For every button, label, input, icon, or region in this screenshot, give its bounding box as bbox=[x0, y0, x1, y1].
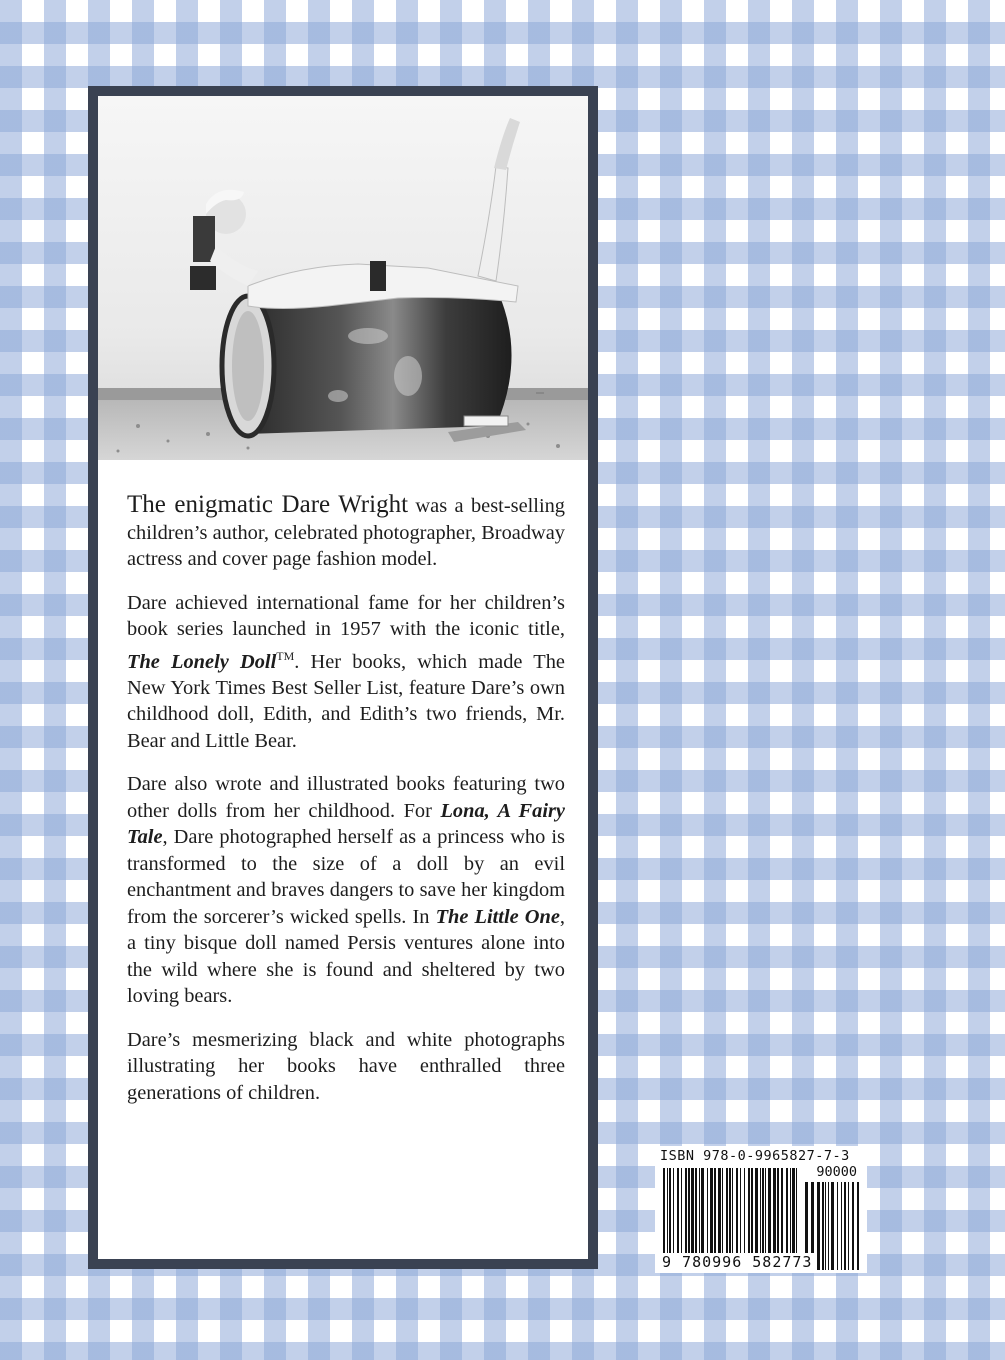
blurb-p3-c: , a tiny bisque doll named Persis ventures alone into the wild where she is found and sheltered by two loving bears. bbox=[127, 905, 565, 1008]
blurb-text bbox=[127, 492, 565, 1123]
blurb-p2-b: . Her books, which made The New York Times Best Seller List, feature Dare’s own childhood doll, Edith, and Edith’s two friends, Mr. Bear and Little Bear. bbox=[127, 650, 565, 752]
blurb-p3-b: , Dare photographed herself as a princess who is transformed to the size of a doll by an evil enchantment and braves dangers to save her kingdom from the sorcerer’s wicked spells. In bbox=[127, 826, 565, 928]
book-title-little-one: The Little One bbox=[435, 905, 560, 928]
blurb-lead: The enigmatic Dare Wright bbox=[127, 491, 409, 518]
blurb-p1-rest: was a best-selling children’s author, celebrated photographer, Broadway actress and cover page fashion model. bbox=[127, 495, 565, 570]
photo-woman-on-barrel-icon bbox=[98, 96, 588, 460]
blurb-paragraph-4: Dare’s mesmerizing black and white photographs illustrating her books have enthralled three generations of children. bbox=[127, 1028, 565, 1104]
book-title-lona: Lona, A Fairy Tale bbox=[127, 799, 565, 849]
blurb-p2-a: Dare achieved international fame for her children’s book series launched in 1957 with the iconic title, bbox=[127, 591, 565, 640]
blurb-panel bbox=[88, 86, 598, 1269]
blurb-panel-inner bbox=[98, 96, 588, 1259]
barcode-digits: 9 780996 582773 bbox=[662, 1253, 813, 1271]
blurb-paragraph-1 bbox=[127, 492, 565, 573]
book-title-lonely-doll: The Lonely Doll bbox=[127, 650, 277, 673]
price-code: 90000 bbox=[816, 1164, 857, 1180]
isbn-label: ISBN 978-0-9965827-7-3 bbox=[660, 1148, 850, 1164]
blurb-paragraph-2 bbox=[127, 590, 565, 755]
isbn-barcode bbox=[655, 1146, 867, 1273]
trademark-mark: TM bbox=[276, 648, 295, 663]
blurb-paragraph-3 bbox=[127, 771, 565, 1010]
blurb-p3-a: Dare also wrote and illustrated books featuring two other dolls from her childhood. For bbox=[127, 773, 565, 822]
